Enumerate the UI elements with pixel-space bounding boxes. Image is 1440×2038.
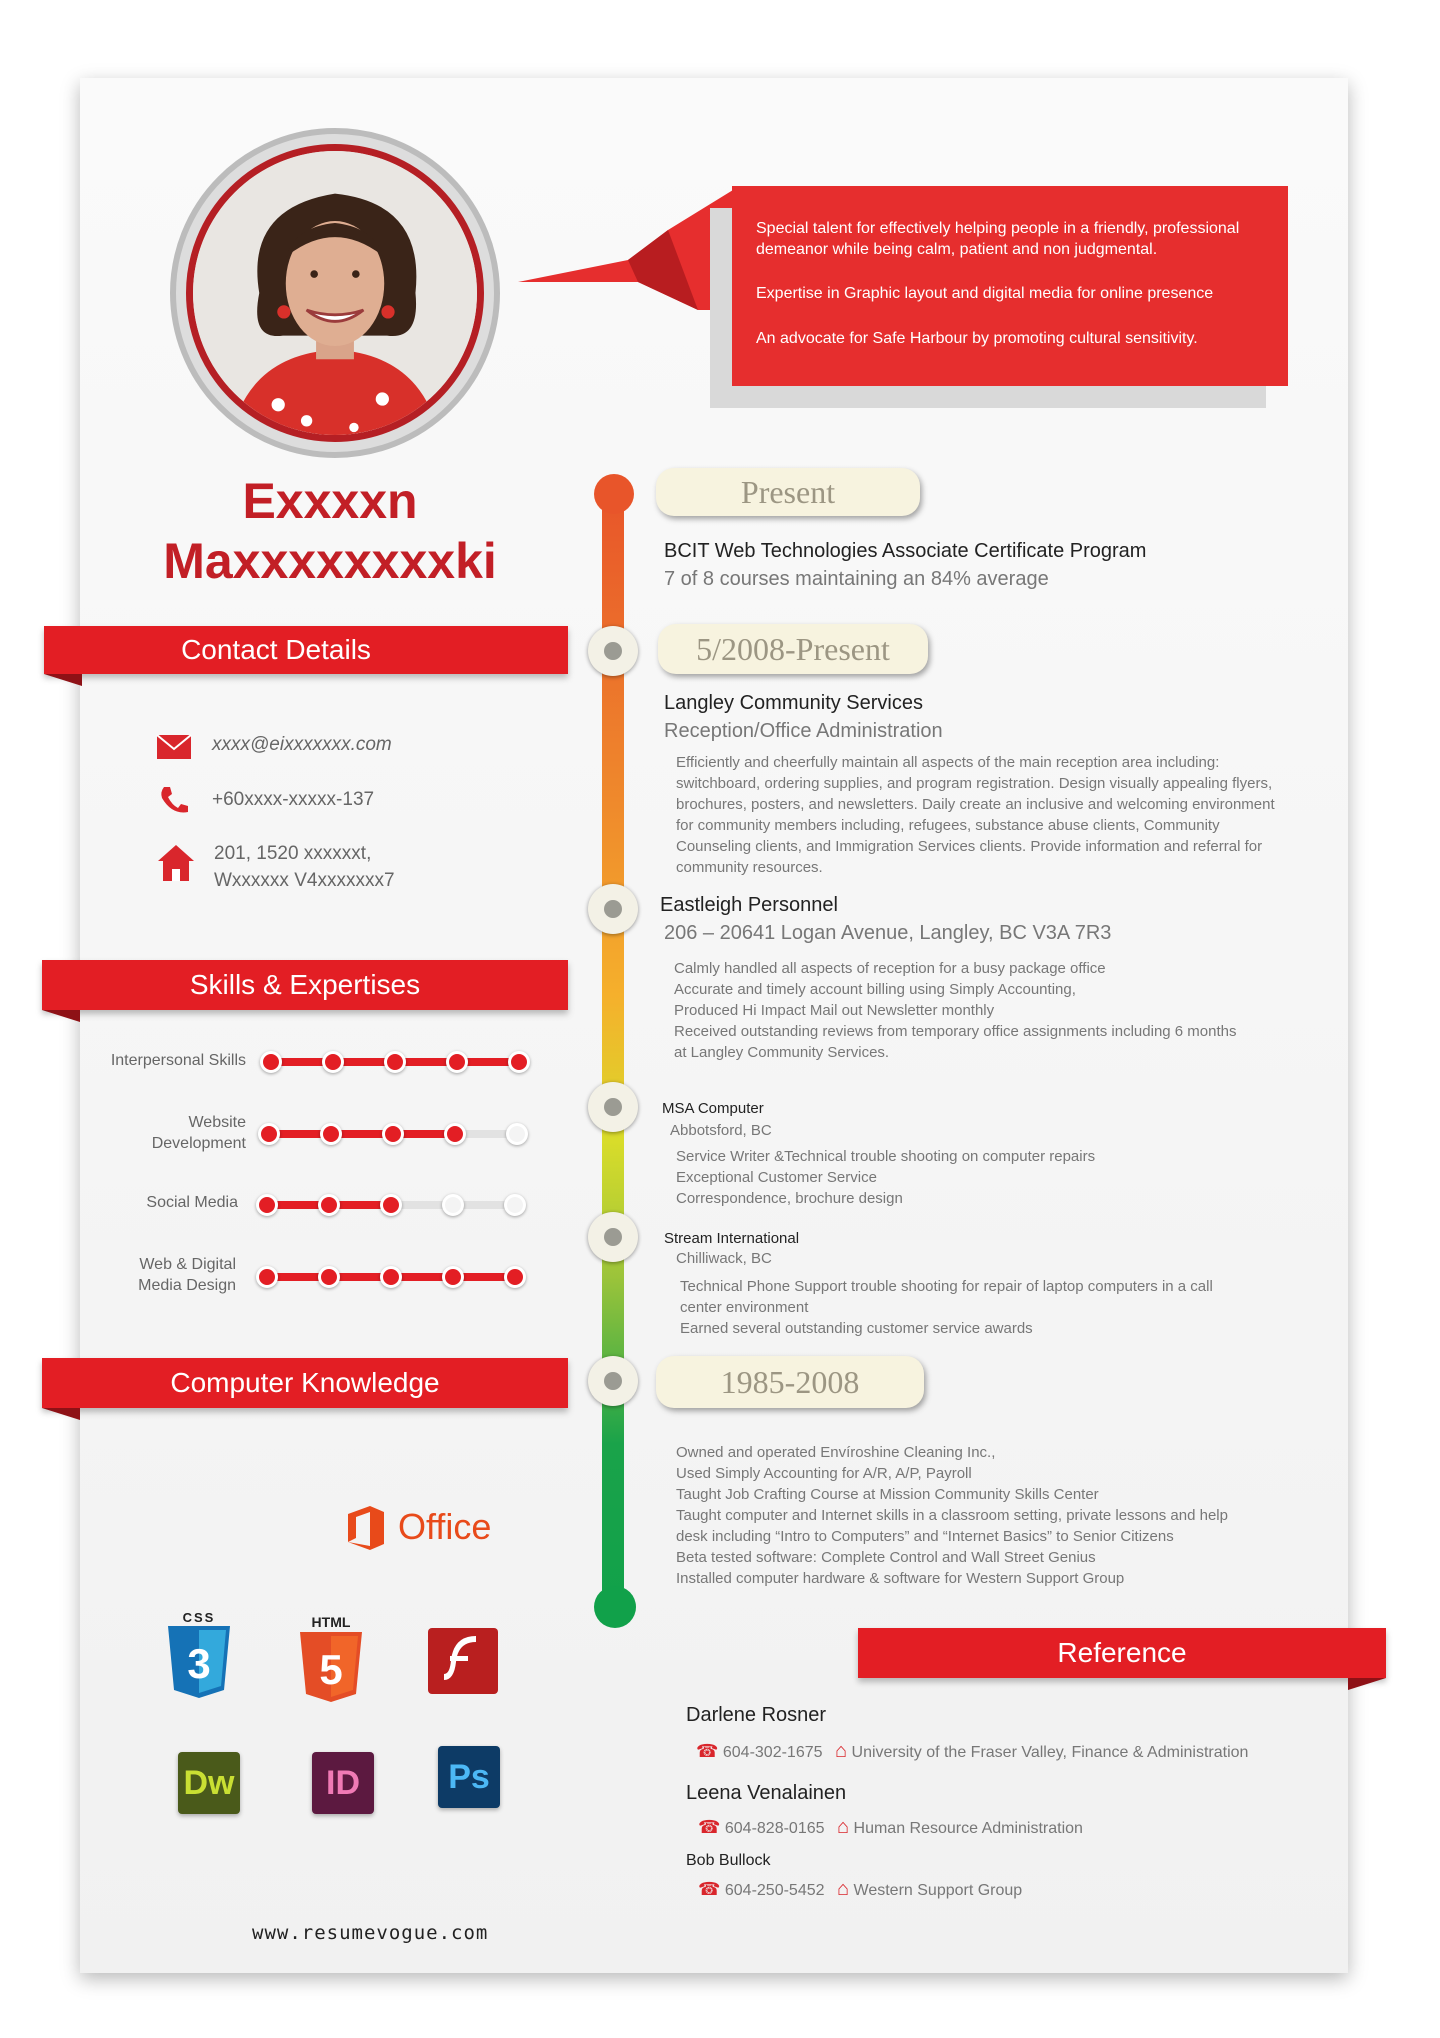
skill-label-social: [60, 1192, 238, 1213]
ref1-phone[interactable]: 604-302-1675: [722, 1744, 823, 1761]
svg-text:5: 5: [319, 1646, 343, 1693]
timeline-node-center: [604, 1228, 622, 1246]
skill-dot-filled: [380, 1266, 402, 1288]
contact-heading-text: Contact Details: [181, 634, 371, 665]
mail-icon: [156, 734, 192, 760]
skill-meter: [254, 1263, 530, 1291]
body-line: Accurate and timely account billing using Simply Accounting,: [674, 981, 1076, 998]
footer-url[interactable]: www.resumevogue.com: [252, 1922, 489, 1944]
body-line: Owned and operated Envíroshine Cleaning Inc.,: [676, 1444, 996, 1461]
job1-body: [676, 752, 1275, 878]
photoshop-icon: Ps: [438, 1746, 500, 1808]
timeline-node-center: [604, 642, 622, 660]
job1-title: Langley Community Services: [664, 692, 923, 714]
job5-body: [676, 1442, 1228, 1589]
ref2-name: Leena Venalainen: [686, 1782, 847, 1804]
skill-dot-filled: [258, 1123, 280, 1145]
job3-body: [676, 1146, 1095, 1209]
summary-callout: [732, 186, 1288, 386]
home-icon: [156, 843, 196, 883]
skill-dot-empty: [504, 1194, 526, 1216]
body-line: center environment: [680, 1299, 809, 1316]
skill-dot-filled: [446, 1051, 468, 1073]
timeline-node: [588, 884, 638, 934]
skill-dot-filled: [318, 1266, 340, 1288]
skill-dot-empty: [442, 1194, 464, 1216]
ref2-org: Human Resource Administration: [853, 1820, 1083, 1837]
body-line: brochures, posters, and newsletters. Daily create an inclusive and welcoming environment: [676, 796, 1275, 813]
body-line: desk including “Intro to Computers” and “Internet Basics” to Senior Citizens: [676, 1528, 1174, 1545]
summary-line-1: Special talent for effectively helping people in a friendly, professional demeanor while being calm, patient and non judgmental.: [756, 220, 1240, 258]
flash-icon: [428, 1628, 498, 1694]
first-name: Exxxxn: [242, 473, 418, 529]
ref3-org: Western Support Group: [853, 1882, 1023, 1899]
contact-heading: [44, 626, 568, 674]
skill-dot-filled: [256, 1266, 278, 1288]
dreamweaver-icon: Dw: [178, 1752, 240, 1814]
skills-heading-text: Skills & Expertises: [189, 969, 421, 1000]
skill-track-fill: [268, 1130, 454, 1138]
skill-dot-filled: [256, 1194, 278, 1216]
timeline-node: [588, 1356, 638, 1406]
office-label: Office: [398, 1506, 492, 1547]
body-line: community resources.: [676, 859, 823, 876]
body-line: Service Writer &Technical trouble shooting on computer repairs: [676, 1148, 1096, 1165]
svg-text:3: 3: [187, 1640, 211, 1687]
body-line: Used Simply Accounting for A/R, A/P, Payroll: [676, 1465, 972, 1482]
skill-dot-filled: [320, 1123, 342, 1145]
ribbon-fold: [1348, 1678, 1386, 1690]
timeline-node-center: [604, 900, 622, 918]
body-line: Technical Phone Support trouble shooting for repair of laptop computers in a call: [680, 1278, 1213, 1295]
skills-heading: [42, 960, 568, 1010]
education-title: BCIT Web Technologies Associate Certificate Program: [664, 540, 1147, 562]
body-line: Calmly handled all aspects of reception for a busy package office: [674, 960, 1106, 977]
body-line: switchboard, ordering supplies, and program registration. Design visually appealing flyers,: [676, 775, 1273, 792]
avatar: [186, 144, 484, 442]
portrait-illustration: [193, 151, 477, 435]
skill-label-line: Website: [188, 1114, 246, 1131]
skill-meter: [258, 1048, 534, 1076]
body-line: Correspondence, brochure design: [676, 1190, 903, 1207]
timeline-end-dot: [594, 1586, 636, 1628]
timeline-node: [588, 626, 638, 676]
css3-icon: [166, 1626, 232, 1700]
skill-dot-filled: [444, 1123, 466, 1145]
ribbon-fold: [42, 1010, 80, 1022]
job4-sub: Chilliwack, BC: [676, 1250, 772, 1267]
skill-meter: [254, 1191, 530, 1219]
phone-icon: ☎: [696, 1741, 719, 1761]
skill-label-line: Social Media: [146, 1194, 238, 1211]
body-line: for community members including, refugees, substance abuse clients, Community: [676, 817, 1220, 834]
summary-line-3: An advocate for Safe Harbour by promoting cultural sensitivity.: [756, 330, 1198, 347]
reference-heading: [858, 1628, 1386, 1678]
body-line: Taught computer and Internet skills in a classroom setting, private lessons and help: [676, 1507, 1228, 1524]
callout-pointer: [518, 190, 748, 320]
phone-icon: ☎: [698, 1879, 721, 1899]
skill-label-line: Development: [151, 1135, 246, 1152]
skill-label-website: [60, 1112, 246, 1154]
skill-label-interpersonal: [60, 1050, 246, 1071]
job1-sub: Reception/Office Administration: [664, 720, 943, 742]
home-icon: ⌂: [836, 1878, 850, 1900]
body-line: Taught Job Crafting Course at Mission Community Skills Center: [676, 1486, 1099, 1503]
computer-heading: [42, 1358, 568, 1408]
education-sub: 7 of 8 courses maintaining an 84% average: [664, 568, 1049, 590]
skill-dot-empty: [506, 1123, 528, 1145]
skill-label-web-digital: [60, 1254, 236, 1296]
reference-heading-text: Reference: [1057, 1637, 1187, 1668]
phone-icon: [158, 784, 190, 816]
summary-line-2: Expertise in Graphic layout and digital media for online presence: [756, 285, 1214, 302]
ref2-details: [698, 1816, 1083, 1839]
phone-icon: ☎: [698, 1817, 721, 1837]
skill-label-line: Media Design: [138, 1277, 236, 1294]
timeline-start-dot: [594, 474, 634, 514]
computer-heading-text: Computer Knowledge: [170, 1367, 440, 1398]
job3-sub: Abbotsford, BC: [670, 1122, 772, 1139]
skill-dot-filled: [322, 1051, 344, 1073]
contact-phone[interactable]: +60xxxx-xxxxx-137: [212, 789, 375, 810]
contact-email[interactable]: xxxx@eixxxxxxx.com: [212, 734, 392, 755]
skill-label-line: Web & Digital: [139, 1256, 236, 1273]
ref3-phone[interactable]: 604-250-5452: [724, 1882, 825, 1899]
period-present: Present: [656, 468, 920, 516]
home-icon: ⌂: [836, 1816, 850, 1838]
ref1-name: Darlene Rosner: [686, 1704, 827, 1726]
office-icon: [344, 1504, 388, 1552]
ref3-details: [698, 1878, 1022, 1901]
job4-title: Stream International: [664, 1230, 800, 1247]
ref1-details: [696, 1740, 1248, 1763]
period-1985-2008: 1985-2008: [656, 1356, 924, 1408]
css-caption: CSS: [182, 1610, 216, 1625]
job2-title: Eastleigh Personnel: [660, 894, 838, 916]
timeline-node-center: [604, 1098, 622, 1116]
ref2-phone[interactable]: 604-828-0165: [724, 1820, 825, 1837]
home-icon: ⌂: [834, 1740, 848, 1762]
indesign-icon: ID: [312, 1752, 374, 1814]
ribbon-fold: [42, 1408, 80, 1420]
body-line: Installed computer hardware & software for Western Support Group: [676, 1570, 1125, 1587]
ref3-name: Bob Bullock: [686, 1852, 771, 1869]
skill-dot-filled: [260, 1051, 282, 1073]
body-line: Received outstanding reviews from temporary office assignments including 6 months: [674, 1023, 1237, 1040]
contact-address-line1: 201, 1520 xxxxxxt,: [214, 843, 372, 864]
skill-dot-filled: [504, 1266, 526, 1288]
body-line: at Langley Community Services.: [674, 1044, 890, 1061]
timeline-node-center: [604, 1372, 622, 1390]
html5-icon: [298, 1632, 364, 1704]
body-line: Earned several outstanding customer service awards: [680, 1320, 1033, 1337]
job2-body: [674, 958, 1237, 1063]
ribbon-fold: [44, 674, 82, 686]
profile-photo: [170, 128, 500, 458]
body-line: Exceptional Customer Service: [676, 1169, 877, 1186]
contact-address-line2: Wxxxxxx V4xxxxxxx7: [214, 870, 395, 891]
last-name: Maxxxxxxxxki: [163, 533, 497, 589]
body-line: Efficiently and cheerfully maintain all aspects of the main reception area including:: [676, 754, 1220, 771]
skill-dot-filled: [442, 1266, 464, 1288]
skill-dot-filled: [318, 1194, 340, 1216]
html-caption: HTML: [311, 1614, 351, 1630]
timeline-node: [588, 1212, 638, 1262]
skill-dot-filled: [508, 1051, 530, 1073]
skill-label-line: Interpersonal Skills: [110, 1052, 246, 1069]
timeline-node: [588, 1082, 638, 1132]
skill-dot-filled: [384, 1051, 406, 1073]
job3-title: MSA Computer: [662, 1100, 764, 1117]
ref1-org: University of the Fraser Valley, Finance & Administration: [851, 1744, 1249, 1761]
skill-dot-filled: [382, 1123, 404, 1145]
job4-body: [680, 1276, 1213, 1339]
body-line: Produced Hi Impact Mail out Newsletter monthly: [674, 1002, 995, 1019]
body-line: Counseling clients, and Immigration Services clients. Provide information and referral for: [676, 838, 1263, 855]
skill-meter: [256, 1120, 532, 1148]
skill-dot-filled: [380, 1194, 402, 1216]
job2-sub: 206 – 20641 Logan Avenue, Langley, BC V3A 7R3: [664, 922, 1112, 944]
body-line: Beta tested software: Complete Control and Wall Street Genius: [676, 1549, 1096, 1566]
period-2008-present: 5/2008-Present: [658, 624, 928, 674]
